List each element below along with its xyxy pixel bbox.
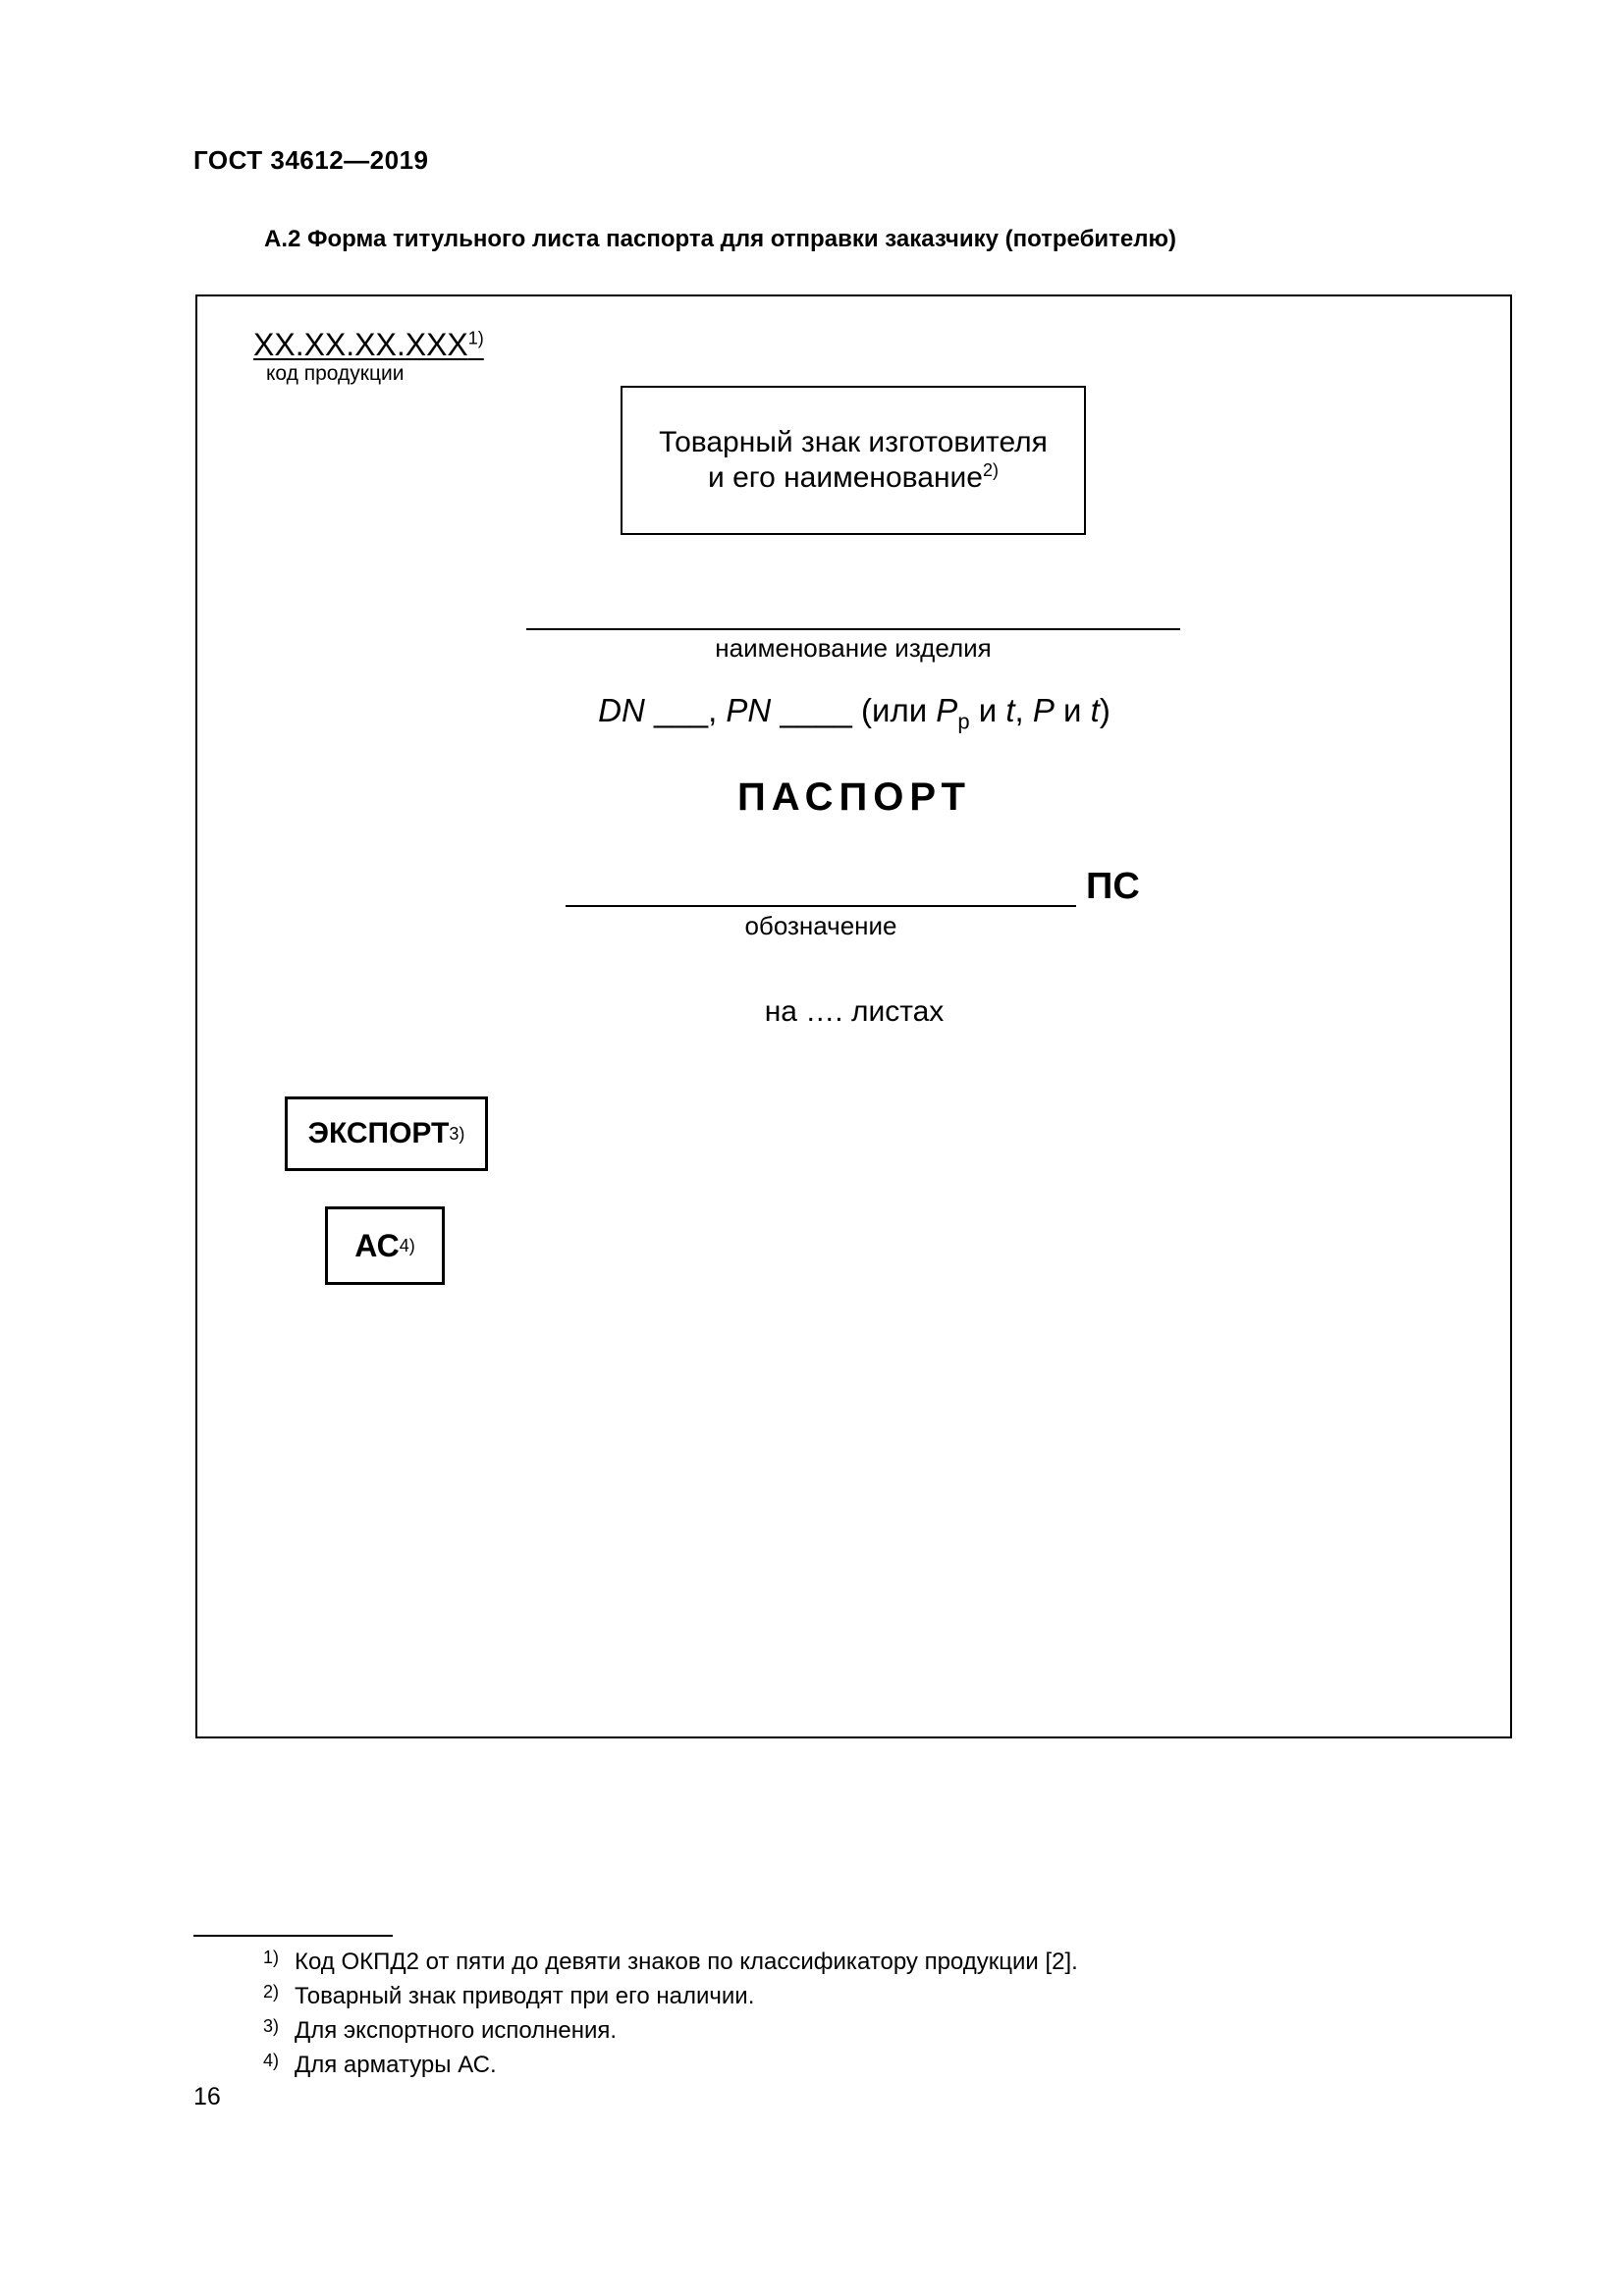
footnote-marker: 1) bbox=[263, 1948, 280, 1967]
trademark-line-1: Товарный знак изготовителя bbox=[659, 426, 1048, 458]
sheets-count-text: на …. листах bbox=[764, 995, 945, 1028]
section-title: А.2 Форма титульного листа паспорта для отправки заказчику (потребителю) bbox=[264, 226, 1177, 252]
trademark-box bbox=[621, 386, 1086, 535]
export-box: ЭКСПОРТ 3) bbox=[285, 1096, 488, 1171]
trademark-line-2 bbox=[708, 460, 999, 496]
footnote-text: Товарный знак приводят при его наличии. bbox=[295, 1983, 755, 2009]
p-symbol-2: P bbox=[1032, 692, 1055, 728]
footnotes-list bbox=[263, 1946, 1078, 2083]
p-subscript: р bbox=[957, 709, 970, 734]
designation-suffix: ПС bbox=[1086, 866, 1140, 907]
product-code-value: XX.XX.XX.XXX bbox=[253, 327, 468, 362]
footnote-text: Для экспортного исполнения. bbox=[295, 2017, 618, 2044]
footnote-separator bbox=[193, 1935, 393, 1937]
standard-header: ГОСТ 34612—2019 bbox=[193, 145, 429, 175]
as-label: АС bbox=[354, 1227, 400, 1263]
footnote-text: Для арматуры АС. bbox=[295, 2052, 497, 2078]
t-symbol-2: t bbox=[1090, 692, 1100, 728]
dn-symbol: DN bbox=[598, 692, 645, 728]
export-label: ЭКСПОРТ bbox=[307, 1117, 450, 1149]
footnote bbox=[263, 2014, 1078, 2049]
footnote-marker: 3) bbox=[263, 2016, 280, 2036]
dn-pn-line bbox=[471, 692, 1237, 734]
footnote bbox=[263, 1980, 1078, 2014]
page-number: 16 bbox=[193, 2083, 221, 2110]
product-code bbox=[253, 327, 484, 363]
footnote-marker: 2) bbox=[263, 1982, 280, 2002]
pn-blank: ____ (или bbox=[771, 692, 937, 728]
product-name-line bbox=[526, 628, 1180, 630]
product-name-label: наименование изделия bbox=[715, 633, 992, 663]
footnote bbox=[263, 1946, 1078, 1980]
dn-blank: ___, bbox=[644, 692, 718, 728]
designation-label: обозначение bbox=[744, 911, 897, 940]
trademark-footnote-ref: 2) bbox=[982, 460, 999, 480]
product-code-footnote-ref: 1) bbox=[467, 328, 484, 348]
footnote bbox=[263, 2049, 1078, 2083]
pn-symbol: PN bbox=[726, 692, 772, 728]
p-symbol: P bbox=[936, 692, 958, 728]
comma: , bbox=[1014, 692, 1033, 728]
passport-title: ПАСПОРТ bbox=[737, 775, 971, 819]
and-1: и bbox=[969, 692, 1006, 728]
product-code-label: код продукции bbox=[266, 362, 405, 385]
as-box: АС 4) bbox=[325, 1206, 445, 1285]
trademark-line-2-text: и его наименование bbox=[708, 461, 983, 494]
and-2: и bbox=[1054, 692, 1091, 728]
footnote-marker: 4) bbox=[263, 2051, 280, 2070]
close-paren: ) bbox=[1099, 692, 1110, 728]
designation-line bbox=[566, 905, 1076, 907]
t-symbol-1: t bbox=[1005, 692, 1015, 728]
footnote-text: Код ОКПД2 от пяти до девяти знаков по классификатору продукции [2]. bbox=[295, 1949, 1078, 1975]
